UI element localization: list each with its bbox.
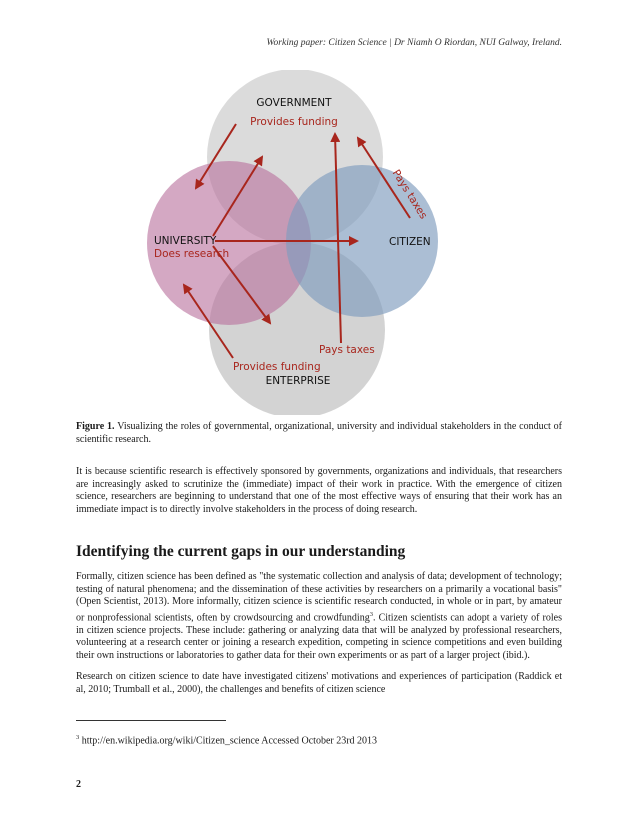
stakeholder-venn-diagram <box>0 70 638 415</box>
figure-caption-text: Visualizing the roles of governmental, organizational, university and individual stakeholders in the conduct of scientific research. <box>76 421 563 445</box>
footnote-number: 3 <box>76 734 80 741</box>
paragraph-3: Research on citizen science to date have investigated citizens' motivations and experiences of participation (Raddick et al, 2010; Trumball et al., 2000), the challenges and benefits of citizen science <box>76 671 562 695</box>
pays-taxes-label: Pays taxes <box>319 344 375 356</box>
running-header: Working paper: Citizen Science | Dr Niamh O Riordan, NUI Galway, Ireland. <box>266 38 562 48</box>
government-label: GOVERNMENT <box>256 97 332 109</box>
page-number: 2 <box>76 779 81 790</box>
pays-taxes-rotated-label: Pays taxes <box>389 167 430 222</box>
citizen-label: CITIZEN <box>389 236 431 248</box>
paragraph-2-part-2: . Citizen scientists can adopt a variety of roles in citizen science projects. These include: gathering or analyzing data that will be analyzed by professional researchers, volunteering at a research center or joining a research expedition, competing in science competitions and even building their own instructions or laboratories to gather data for their own experiments or as part of a larger project (ibid.). <box>76 612 562 661</box>
paragraph-2-part-1: Formally, citizen science has been defined as "the systematic collection and analysis of data; development of technology; testing of natural phenomena; and the dissemination of these activities by researchers on a primarily a vocational basis" (Open Scientist, 2013). More informally, citizen science is scientific research conducted, in whole or in part, by amateur or nonprofessional scientists, often by crowdsourcing and crowdfunding <box>76 571 562 624</box>
footnote-ref: 3 <box>369 610 373 618</box>
figure-label: Figure 1. <box>76 421 115 432</box>
university-label: UNIVERSITY <box>154 235 217 247</box>
figure-caption <box>76 420 562 446</box>
paragraph-1: It is because scientific research is effectively sponsored by governments, organizations and individuals, that researchers are increasingly asked to scrutinize the (immediate) impact of their work in practice. With the emergence of citizen science, researchers are beginning to understand that one of the most effective ways of ensuring that their work has an immediate impact is to directly involve stakeholders in the process of doing research. <box>76 466 562 515</box>
provides-funding-label: Provides funding <box>233 361 321 373</box>
paragraph-2 <box>76 571 562 662</box>
footnote-text: http://en.wikipedia.org/wiki/Citizen_science Accessed October 23rd 2013 <box>81 735 378 747</box>
footnote-divider <box>76 720 226 721</box>
government-sublabel: Provides funding <box>250 116 338 128</box>
university-sublabel: Does research <box>154 248 230 260</box>
section-heading: Identifying the current gaps in our understanding <box>76 543 406 560</box>
enterprise-label: ENTERPRISE <box>265 375 331 387</box>
footnote <box>76 734 377 746</box>
